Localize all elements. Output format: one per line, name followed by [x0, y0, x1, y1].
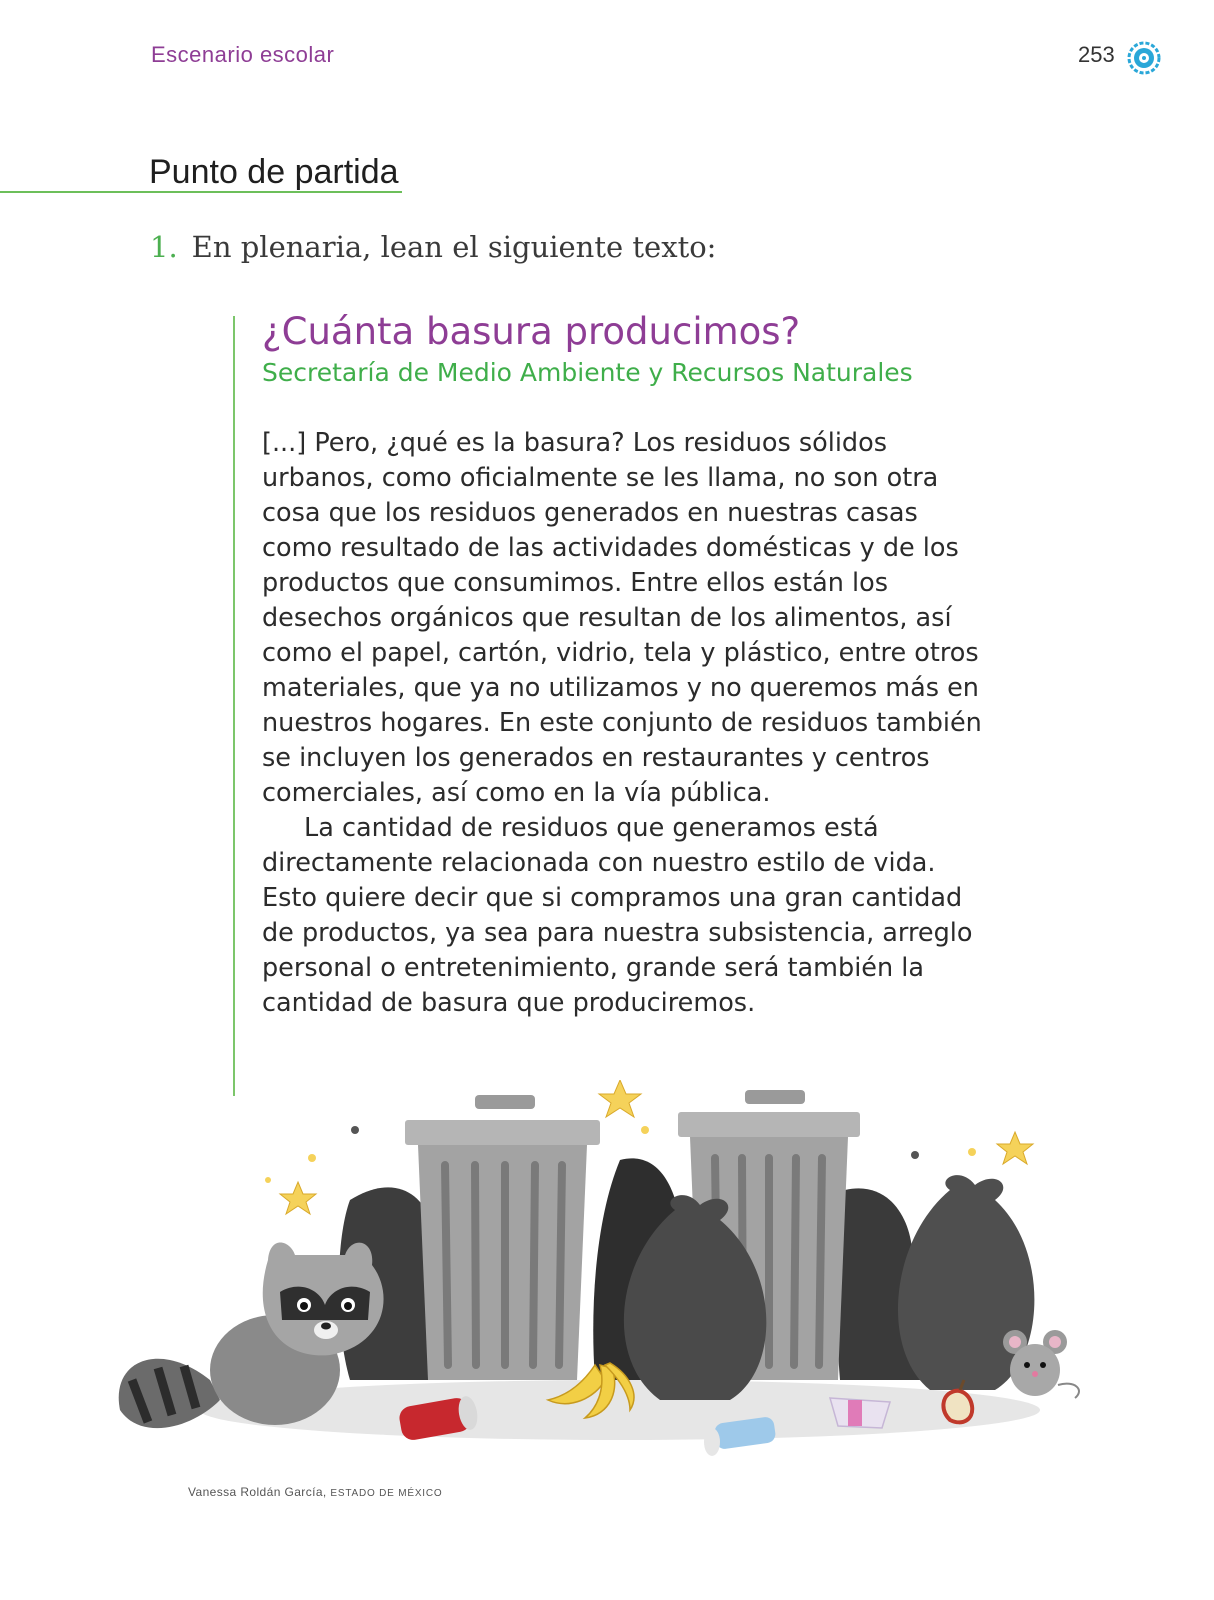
running-head: Escenario escolar — [151, 42, 335, 67]
flower-ornament-icon — [1126, 40, 1162, 76]
instruction — [150, 230, 716, 264]
instruction-number: 1. — [150, 230, 178, 264]
trash-cans-illustration — [100, 1080, 1100, 1480]
section-title: Punto de partida — [149, 153, 399, 191]
instruction-text: En plenaria, lean el siguiente texto: — [191, 230, 717, 264]
cup-illustration — [830, 1398, 890, 1428]
reading-body — [262, 426, 982, 1021]
quote-bar — [233, 316, 235, 1096]
section-divider — [0, 191, 402, 193]
credit-name: Vanessa Roldán García, — [188, 1485, 327, 1499]
illustration-credit — [188, 1485, 442, 1499]
credit-place: ESTADO DE MÉXICO — [330, 1488, 443, 1499]
reading-title: ¿Cuánta basura producimos? — [262, 310, 801, 353]
reading-paragraph: La cantidad de residuos que generamos está directamente relacionada con nuestro estilo de vida. Esto quiere decir que si compramos una gran cantidad de productos, ya sea para nuestra subsistencia, arreglo personal o entretenimiento, grande será también la cantidad de basura que produciremos. — [262, 813, 973, 1018]
mouse-illustration — [1003, 1330, 1079, 1398]
page-number: 253 — [1078, 42, 1115, 67]
reading-source: Secretaría de Medio Ambiente y Recursos Naturales — [262, 358, 913, 387]
reading-paragraph: [...] Pero, ¿qué es la basura? Los residuos sólidos urbanos, como oficialmente se les llama, no son otra cosa que los residuos generados en nuestras casas como resultado de las actividades domésticas y de los productos que consumimos. Entre ellos están los desechos orgánicos que resultan de los alimentos, así como el papel, cartón, vidrio, tela y plástico, entre otros materiales, que ya no utilizamos y no queremos más en nuestros hogares. En este conjunto de residuos también se incluyen los generados en restaurantes y centros comerciales, así como en la vía pública. — [262, 428, 982, 808]
